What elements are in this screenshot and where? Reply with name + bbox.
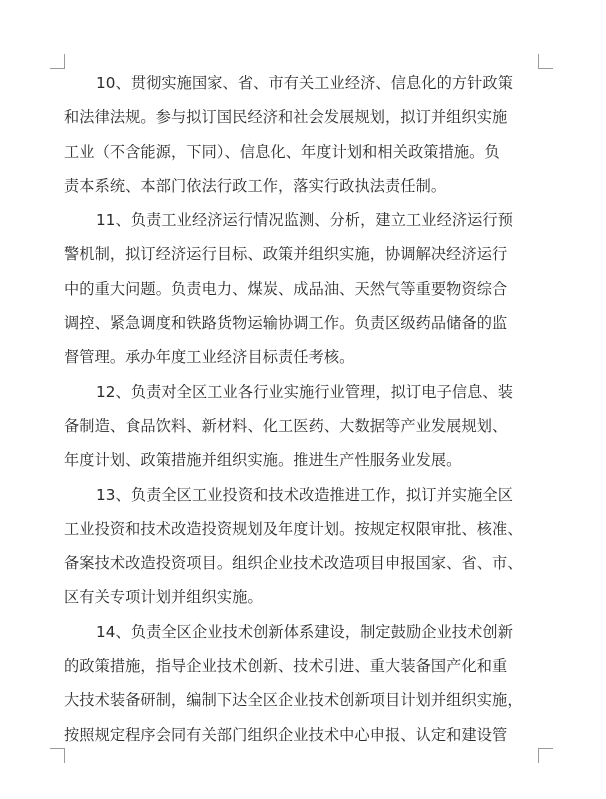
- text-line: 督管理。承办年度工业经济目标责任考核。: [64, 348, 355, 367]
- text-line: 备案技术改造投资项目。组织企业技术改造项目申报国家、省、市、: [64, 554, 523, 573]
- text-line: 责本系统、本部门依法行政工作，落实行政执法责任制。: [64, 176, 447, 195]
- text-line: 警机制，拟订经济运行目标、政策并组织实施，协调解决经济运行: [64, 245, 508, 264]
- text-line: 年度计划、政策措施并组织实施。推进生产性服务业发展。: [64, 451, 462, 470]
- text-line: 工业（不含能源，下同）、信息化、年度计划和相关政策措施。负: [64, 142, 500, 161]
- text-line: 区有关专项计划并组织实施。: [64, 588, 263, 607]
- text-line: 12、负责对全区工业各行业实施行业管理，拟订电子信息、装: [96, 382, 514, 401]
- crop-mark-bottom-left: [50, 748, 65, 763]
- text-line: 14、负责全区企业技术创新体系建设，制定鼓励企业技术创新: [96, 622, 514, 641]
- document-body: [64, 66, 542, 752]
- crop-mark-top-left: [50, 54, 65, 69]
- text-line: 备制造、食品饮料、新材料、化工医药、大数据等产业发展规划、: [64, 416, 508, 435]
- text-line: 工业投资和技术改造投资规划及年度计划。按规定权限审批、核准、: [64, 519, 523, 538]
- text-line: 调控、紧急调度和铁路货物运输协调工作。负责区级药品储备的监: [64, 314, 508, 333]
- text-line: 大技术装备研制，编制下达全区企业技术创新项目计划并组织实施，: [64, 691, 523, 710]
- text-line: 按照规定程序会同有关部门组织企业技术中心申报、认定和建设管: [64, 725, 508, 744]
- text-line: 的政策措施，指导企业技术创新、技术引进、重大装备国产化和重: [64, 657, 508, 676]
- text-line: 中的重大问题。负责电力、煤炭、成品油、天然气等重要物资综合: [64, 279, 508, 298]
- text-line: 11、负责工业经济运行情况监测、分析，建立工业经济运行预: [96, 211, 514, 230]
- text-line: 10、贯彻实施国家、省、市有关工业经济、信息化的方针政策: [96, 74, 514, 92]
- text-line: 13、负责全区工业投资和技术改造推进工作，拟订并实施全区: [96, 485, 514, 504]
- text-line: 和法律法规。参与拟订国民经济和社会发展规划，拟订并组织实施: [64, 108, 508, 127]
